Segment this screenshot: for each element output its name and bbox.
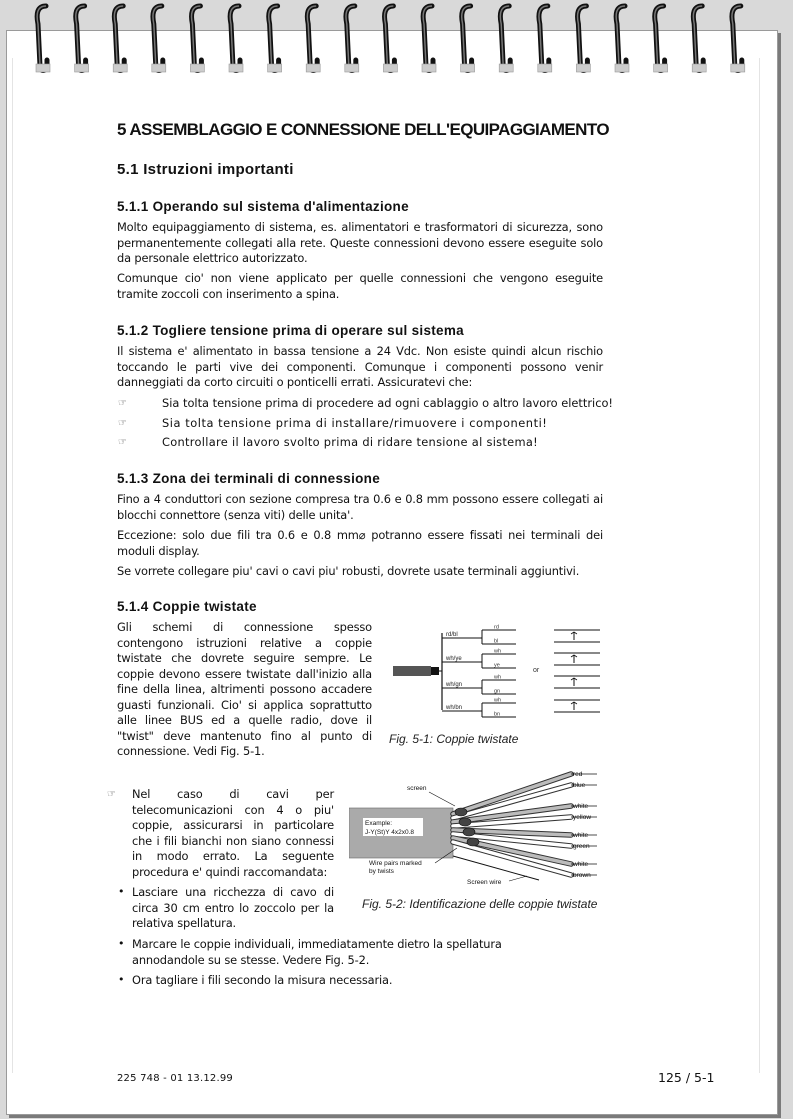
paragraph: Gli schemi di connessione spesso contengono istruzioni relative a coppie twistate che dovrete seguire sempre. Le coppie devono essere twistate dall'inizio alla fine della linea, altrimenti possono accadere guasti funzionali. Cio' si applica soprattutto alle linee BUS ed a quelle radio, dove il "twist" deve mantenuto fino al punto di connessione. Vedi Fig. 5-1. xyxy=(117,620,372,758)
binding-ring xyxy=(499,6,513,72)
list-item: Lasciare una ricchezza di cavo di circa 30 cm entro lo zoccolo per la relativa spellatura. xyxy=(132,885,334,930)
spiral-binding xyxy=(26,0,766,78)
paragraph: Se vorrete collegare piu' cavi o cavi piu' robusti, dovrete usate terminali aggiuntivi. xyxy=(117,564,580,578)
wire-label: rd xyxy=(494,624,499,631)
wire-label: wh xyxy=(494,697,502,704)
subsection-heading-4: 5.1.4 Coppie twistate xyxy=(117,599,257,614)
bullet-dot: • xyxy=(118,973,125,986)
binding-ring xyxy=(615,6,629,72)
paragraph: Molto equipaggiamento di sistema, es. alimentatori e trasformatori di sicurezza, sono permanentemente collegati alla rete. Queste connessioni devono essere eseguite solo da personale elettrico autorizzato. xyxy=(117,220,603,265)
list-item: Sia tolta tensione prima di installare/rimuovere i componenti! xyxy=(162,416,548,430)
binding-ring xyxy=(190,6,204,72)
wire-color-label: red xyxy=(573,771,583,778)
figure-twisted-pairs xyxy=(390,618,605,724)
cable-jacket xyxy=(393,666,431,676)
paragraph: Comunque cio' non viene applicato per quelle connessioni che vengono eseguite tramite zoccoli con inserimento a spina. xyxy=(117,271,603,301)
twist-marker xyxy=(455,808,467,816)
wire-label: bn xyxy=(494,711,501,718)
list-item: Sia tolta tensione prima di procedere ad ogni cablaggio o altro lavoro elettrico! xyxy=(162,396,613,410)
hand-pointer-icon: ☞ xyxy=(118,418,127,429)
spiral-rings xyxy=(26,0,766,78)
document-number: 225 748 - 01 13.12.99 xyxy=(117,1073,233,1084)
pair-label: rd/bl xyxy=(446,632,458,638)
binding-ring xyxy=(268,6,282,72)
binding-ring xyxy=(345,6,359,72)
binding-ring xyxy=(306,6,320,72)
hand-pointer-icon: ☞ xyxy=(118,437,127,448)
twist-marker xyxy=(467,838,479,846)
cable-type-label: J-Y(St)Y 4x2x0.8 xyxy=(365,829,415,836)
paragraph: Eccezione: solo due fili tra 0.6 e 0.8 mm⌀ potranno essere fissati nei terminali dei moduli display. xyxy=(117,528,603,558)
fig1-or-label: or xyxy=(533,667,540,674)
cable-end xyxy=(431,667,439,675)
subsection-heading-1: 5.1.1 Operando sul sistema d'alimentazione xyxy=(117,199,409,214)
twist-marker xyxy=(459,818,471,826)
page-title: 5 ASSEMBLAGGIO E CONNESSIONE DELL'EQUIPAGGIAMENTO xyxy=(117,120,609,139)
binding-ring xyxy=(692,6,706,72)
binding-ring xyxy=(113,6,127,72)
wire-color-label: white xyxy=(573,861,589,868)
paragraph: Fino a 4 conduttori con sezione compresa tra 0.6 e 0.8 mm possono essere collegati ai blocchi connettore (senza viti) delle unita'. xyxy=(117,492,603,522)
pair-label: wh/bn xyxy=(446,705,463,711)
page-number: 125 / 5-1 xyxy=(658,1070,715,1085)
subsection-heading-2: 5.1.2 Togliere tensione prima di operare sul sistema xyxy=(117,323,464,338)
binding-ring xyxy=(36,6,50,72)
wire-label: gn xyxy=(494,688,501,695)
pair-label: wh/ye xyxy=(446,656,462,662)
pair-label: wh/gn xyxy=(446,682,463,688)
figure-cable-identification xyxy=(349,768,621,890)
wire-color-label: brown xyxy=(573,872,591,879)
bullet-dot: • xyxy=(118,937,125,950)
list-item: Controllare il lavoro svolto prima di ridare tensione al sistema! xyxy=(162,435,539,449)
twist-marker xyxy=(463,828,475,836)
binding-ring xyxy=(538,6,552,72)
screen-wire-label: Screen wire xyxy=(467,879,502,886)
wire-color-label: green xyxy=(573,843,590,850)
hand-pointer-icon: ☞ xyxy=(107,789,116,800)
list-item: Marcare le coppie individuali, immediatamente dietro la spellatura annodandole su se stesse. Vedere Fig. 5-2. xyxy=(132,937,502,967)
wire-color-label: white xyxy=(573,803,589,810)
subsection-heading-3: 5.1.3 Zona dei terminali di connessione xyxy=(117,471,381,486)
binding-ring xyxy=(383,6,397,72)
figure-caption: Fig. 5-2: Identificazione delle coppie twistate xyxy=(362,897,598,911)
hand-pointer-icon: ☞ xyxy=(118,398,127,409)
binding-ring xyxy=(731,6,745,72)
wire-label: wh xyxy=(494,648,502,655)
paragraph: Il sistema e' alimentato in bassa tensione a 24 Vdc. Non esiste quindi alcun rischio toccando le parti vive dei componenti. Comunque i componenti possono venir danneggiati da corto circuiti o ponticelli errati. Assicuratevi che: xyxy=(117,344,603,389)
binding-ring xyxy=(422,6,436,72)
wire-color-label: yellow xyxy=(573,814,592,821)
wire-label: wh xyxy=(494,674,502,681)
binding-ring xyxy=(152,6,166,72)
pairs-marked-label: Wire pairs marked by twists xyxy=(369,860,422,875)
example-label: Example: xyxy=(365,820,393,827)
bullet-dot: • xyxy=(118,885,125,898)
section-heading: 5.1 Istruzioni importanti xyxy=(117,161,294,178)
wire-label: ye xyxy=(494,662,500,669)
binding-ring xyxy=(75,6,89,72)
list-item: Ora tagliare i fili secondo la misura necessaria. xyxy=(132,973,393,987)
binding-ring xyxy=(576,6,590,72)
wire-color-label: white xyxy=(573,832,589,839)
binding-ring xyxy=(229,6,243,72)
wire-color-label: blue xyxy=(573,782,586,789)
binding-ring xyxy=(461,6,475,72)
wire-label: bl xyxy=(494,638,499,645)
screen-label: screen xyxy=(407,785,427,792)
binding-ring xyxy=(654,6,668,72)
figure-caption: Fig. 5-1: Coppie twistate xyxy=(389,732,519,746)
note-paragraph: Nel caso di cavi per telecomunicazioni con 4 o piu' coppie, assicurarsi in particolare che i fili bianchi non siano connessi in modo errato. La seguente procedura e' quindi raccomandata: xyxy=(132,787,334,879)
